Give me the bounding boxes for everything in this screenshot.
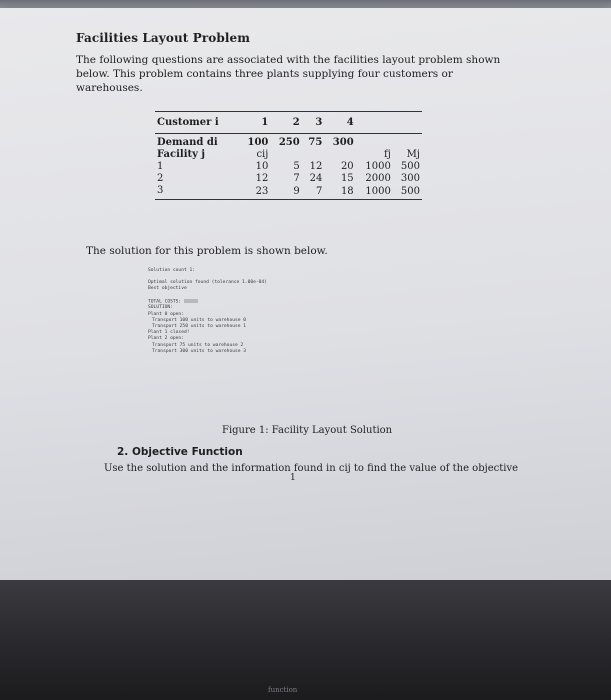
table-cell: cij [256,149,269,160]
table-row [155,185,422,200]
table-cell: 4 [324,112,355,134]
solver-output-block [148,268,388,355]
table-cell [356,112,393,134]
next-page-fragment: function [268,686,298,694]
table-cell: 2000 [365,173,391,184]
table-cell: Demand di [157,137,218,148]
table-cell: 250 [278,137,300,148]
table-cell: 1 [157,161,164,172]
table-cell: 20 [340,161,354,172]
table-cell: 23 [255,186,269,197]
table-cell: Customer i [155,112,239,134]
output-line: SOLUTION: [148,305,173,311]
table-demand-row [155,134,422,150]
table-cell: 7 [315,186,323,197]
table-cell: 1000 [365,161,391,172]
table-row [155,161,422,173]
table-cell: 18 [340,186,354,197]
table-cell: 10 [255,161,269,172]
facilities-table [155,111,422,200]
intro-paragraph: The following questions are associated with the facilities layout problem shown below. This problem contains three plants supplying four customers or warehouses. [76,54,501,94]
figure-caption: Figure 1: Facility Layout Solution [222,425,393,436]
table-cell: 1 [239,112,270,134]
output-line: Solution count 1: [148,268,196,273]
table-cell [393,134,422,150]
output-line: Transport 300 units to warehouse 3 [152,348,247,354]
table-facility-header-row [155,149,422,161]
table-cell: 500 [400,186,420,197]
output-line: Transport 100 units to warehouse 0 [152,317,247,323]
output-line: Transport 250 units to warehouse 1 [152,323,247,329]
table-cell: Mj [406,149,420,160]
table-cell: 300 [400,173,420,184]
table-cell: 3 [302,112,325,134]
table-cell: 12 [309,161,323,172]
table-cell [393,112,422,134]
table-cell: 3 [157,185,164,196]
output-line [148,299,388,306]
table-cell [270,149,301,161]
output-text: TOTAL COSTS: [148,299,182,305]
table-cell [324,149,355,161]
table-cell: 24 [309,173,323,184]
output-line: Transport 75 units to warehouse 2 [152,342,244,348]
table-row [155,173,422,185]
output-line: Optimal solution found (tolerance 1.00e-04) [148,280,267,286]
table-cell: 500 [400,161,420,172]
redacted-value [184,299,198,303]
table-cell [356,134,393,150]
table-cell: 15 [340,173,354,184]
table-cell: 2 [270,112,301,134]
solution-intro-text: The solution for this problem is shown below. [86,245,328,257]
table-cell: 5 [293,161,300,172]
table-cell: 1000 [365,186,391,197]
table-cell: 2 [157,173,164,184]
lower-background [0,580,611,700]
table-cell: fj [384,149,391,160]
table-header-row [155,112,422,134]
table-cell: Facility j [157,149,206,160]
table-cell: 75 [308,137,323,148]
output-line: Plant 0 open: [148,311,184,317]
output-line: Best objective [148,286,187,292]
output-line: Plant 1 closed! [148,330,190,336]
table-cell: 7 [293,173,300,184]
table-cell: 9 [293,186,300,197]
question-text: Use the solution and the information found in cij to find the value of the objective [104,463,519,474]
section-heading: 2. Objective Function [117,446,243,458]
table-cell: 12 [255,173,269,184]
table-cell: 100 [247,137,269,148]
page-number: 1 [290,473,296,483]
table-cell: 300 [332,137,354,148]
output-line: Plant 2 open: [148,336,184,342]
table-cell [302,149,325,161]
document-title: Facilities Layout Problem [76,31,251,45]
